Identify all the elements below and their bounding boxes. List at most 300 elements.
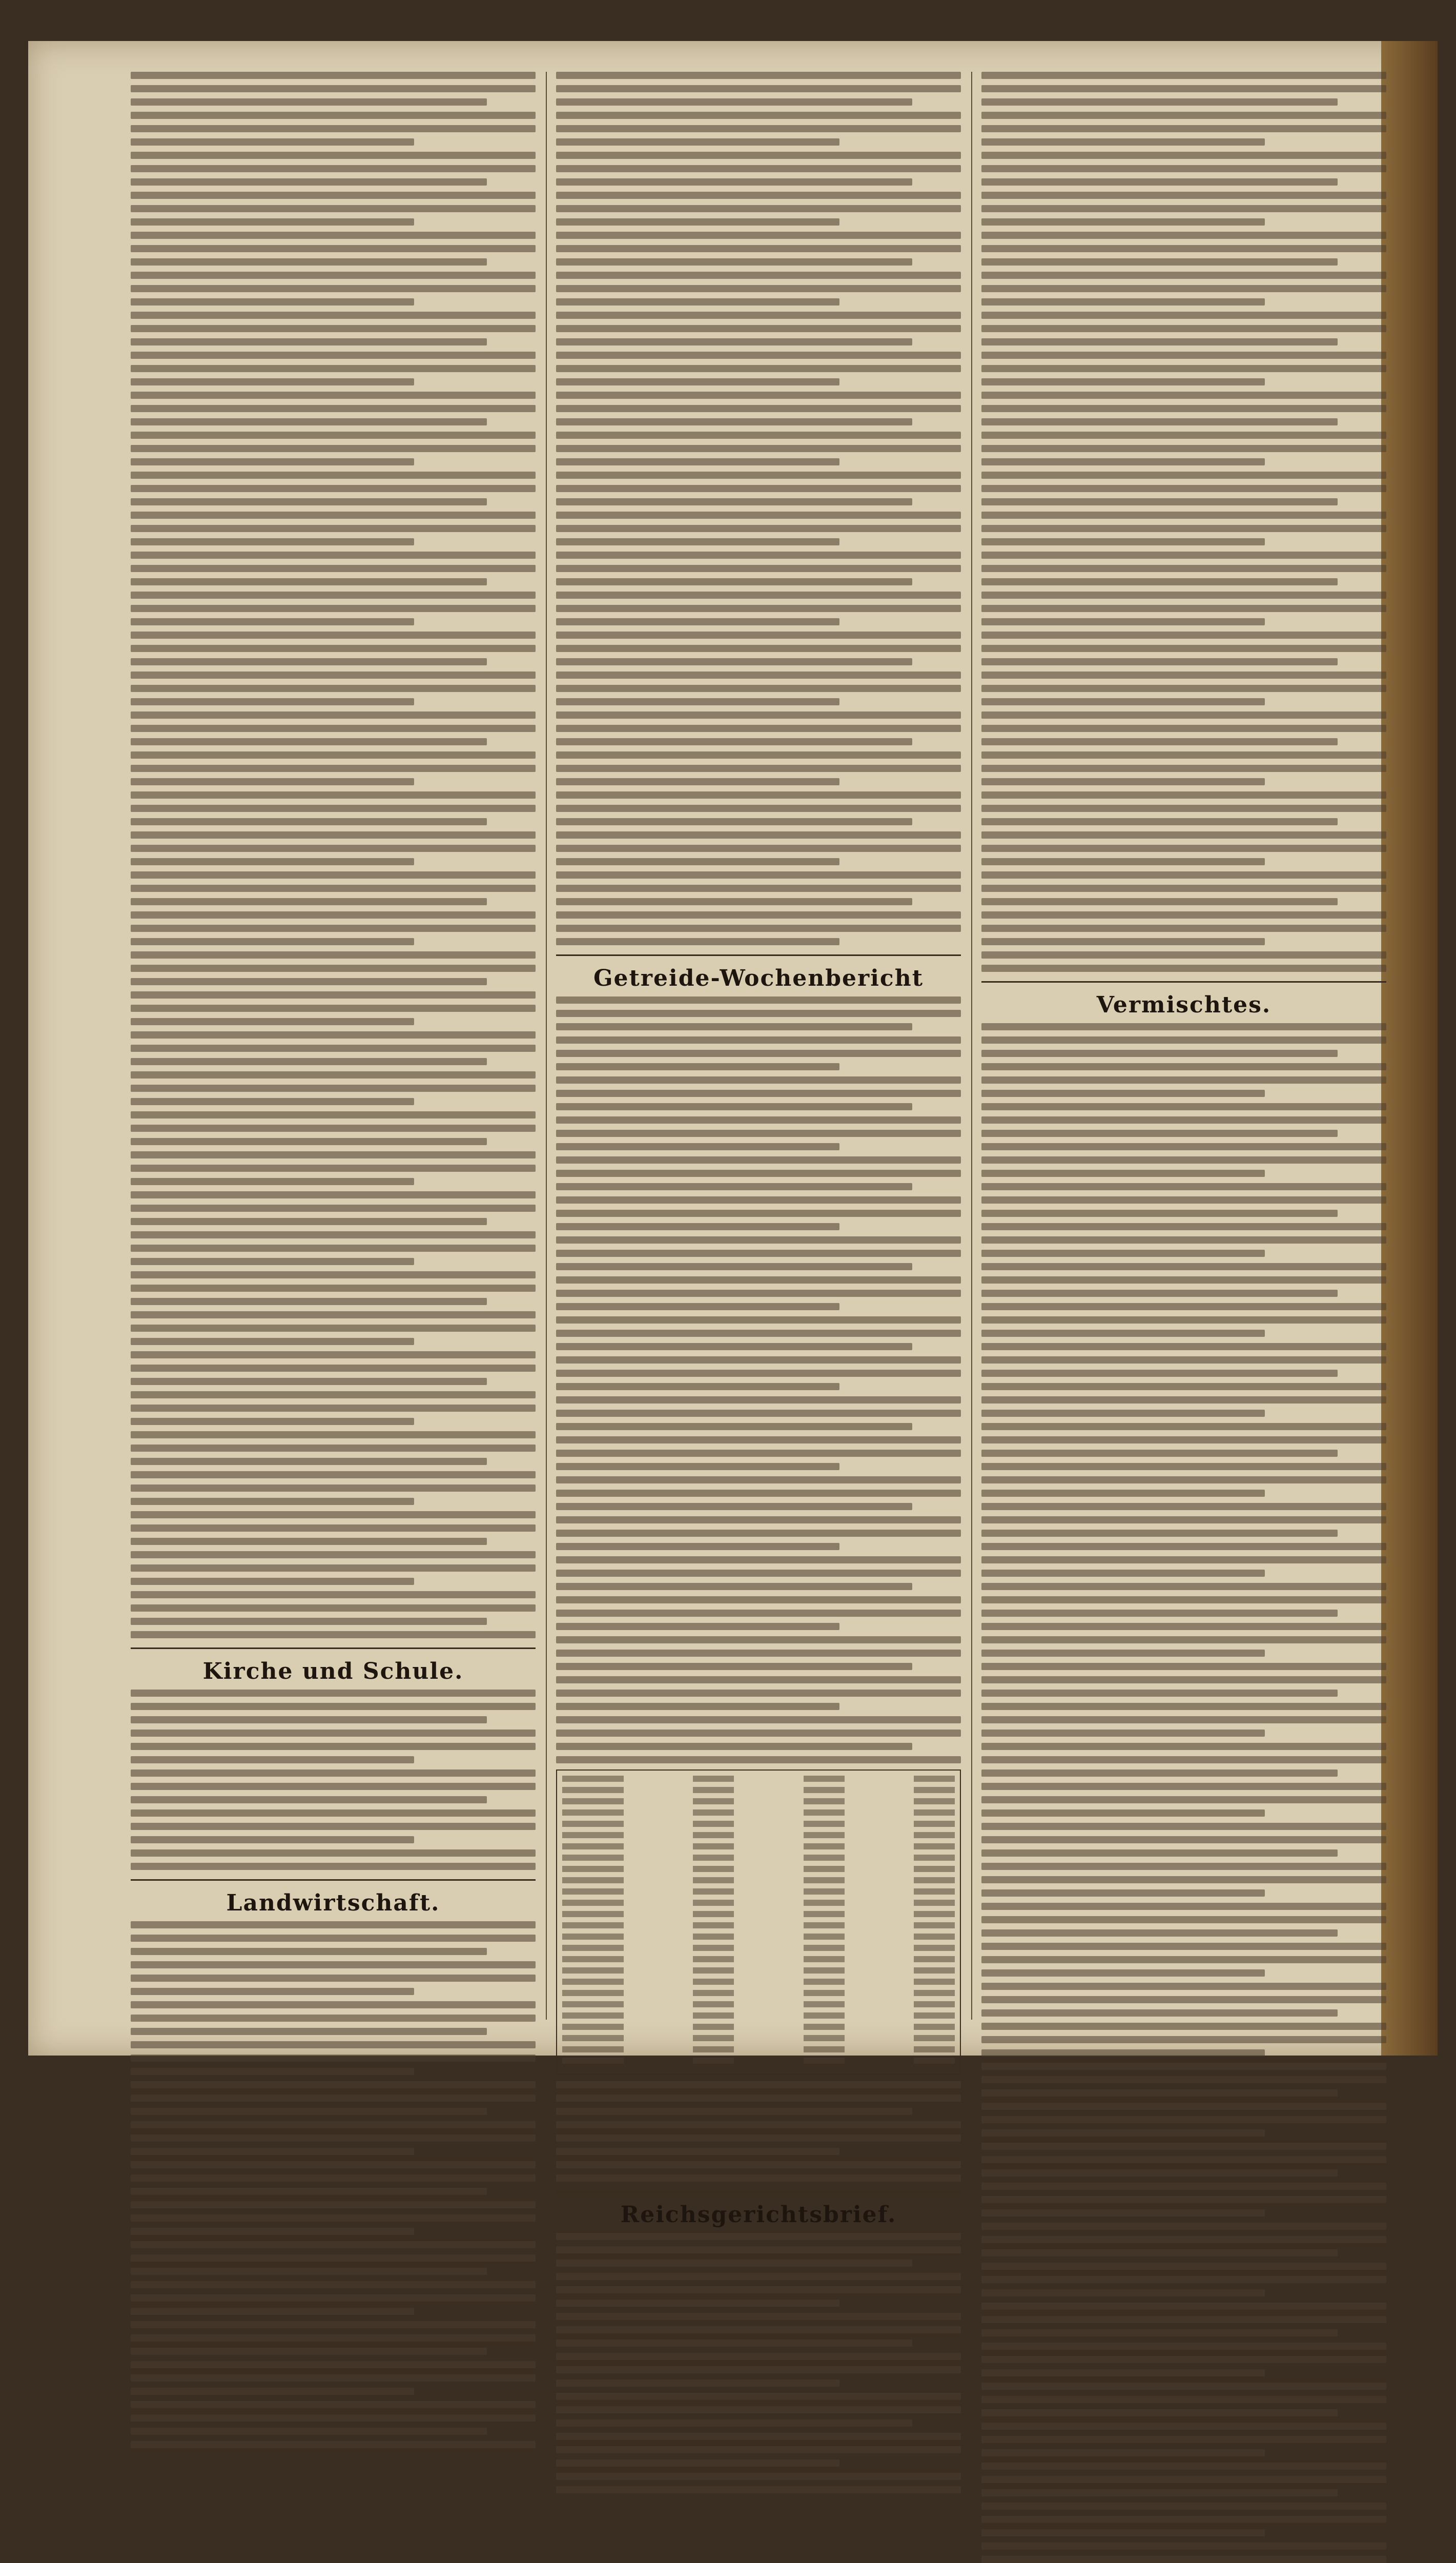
text-line <box>131 725 536 732</box>
text-line <box>556 72 961 79</box>
text-line <box>981 1103 1386 1110</box>
text-line <box>131 711 536 719</box>
text-line <box>981 2556 1386 2563</box>
text-line <box>981 338 1338 345</box>
text-line <box>981 1663 1386 1670</box>
text-line <box>131 1988 414 1995</box>
text-line <box>131 1218 487 1225</box>
text-line <box>131 1823 536 1830</box>
section-heading: Vermischtes. <box>1096 992 1272 1018</box>
text-line <box>981 178 1338 186</box>
newspaper-page <box>28 41 1438 2228</box>
text-line <box>131 392 536 399</box>
text-line <box>131 858 414 865</box>
text-line <box>981 538 1265 545</box>
text-line <box>556 2286 961 2293</box>
text-line <box>981 2476 1386 2483</box>
text-line <box>131 1604 536 1612</box>
text-line <box>131 685 536 692</box>
text-line <box>131 432 536 439</box>
text-line <box>981 1769 1338 1777</box>
text-line <box>131 2348 487 2355</box>
text-line <box>131 458 414 465</box>
text-line <box>981 1916 1386 1923</box>
text-line <box>556 672 961 679</box>
text-line <box>131 2201 536 2208</box>
text-line <box>556 2121 961 2128</box>
text-line <box>556 1050 961 1057</box>
text-line <box>556 1396 961 1403</box>
text-line <box>556 1556 961 1563</box>
text-line <box>131 778 414 785</box>
text-line <box>131 1756 414 1763</box>
text-line <box>131 978 487 985</box>
text-line <box>981 1316 1386 1324</box>
text-line <box>981 298 1265 306</box>
text-line <box>981 418 1338 425</box>
text-line <box>131 2308 414 2315</box>
text-line <box>556 1250 961 1257</box>
text-line <box>981 1476 1386 1483</box>
text-line <box>556 1570 961 1577</box>
text-line <box>981 2343 1386 2350</box>
text-line <box>556 472 961 479</box>
text-line <box>981 365 1386 372</box>
text-line <box>131 1165 536 1172</box>
text-line <box>981 1650 1265 1657</box>
text-line <box>556 911 961 919</box>
text-line <box>556 325 961 332</box>
text-line <box>556 405 961 412</box>
text-line <box>981 1210 1338 1217</box>
text-line <box>131 1564 536 1572</box>
text-line <box>131 1551 536 1558</box>
section-heading: Reichsgerichtsbrief. <box>620 2202 897 2228</box>
text-line <box>131 1524 536 1532</box>
text-line <box>556 1223 839 1230</box>
text-line <box>556 885 961 892</box>
text-line <box>556 245 961 252</box>
text-line <box>556 2326 961 2333</box>
text-line <box>981 1330 1265 1337</box>
text-line <box>556 2340 912 2347</box>
text-line <box>981 738 1338 745</box>
section-divider <box>131 1879 536 1881</box>
text-line <box>981 1863 1386 1870</box>
column-rule <box>971 72 972 2020</box>
text-line <box>131 258 487 266</box>
text-line <box>556 1303 839 1310</box>
text-line <box>556 1103 912 1110</box>
text-line <box>131 1205 536 1212</box>
text-line <box>556 392 961 399</box>
text-line <box>981 965 1386 972</box>
text-line <box>981 2383 1386 2390</box>
text-line <box>981 2263 1386 2270</box>
text-line <box>981 1690 1338 1697</box>
text-line <box>131 1471 536 1478</box>
text-line <box>131 2361 536 2368</box>
text-line <box>131 1071 536 1079</box>
text-line <box>981 725 1386 732</box>
text-line <box>556 338 912 345</box>
column-2 <box>556 72 961 2228</box>
text-line <box>981 885 1386 892</box>
text-line <box>131 1948 487 1955</box>
text-line <box>556 738 912 745</box>
text-line <box>556 565 961 572</box>
text-line <box>981 1183 1386 1190</box>
text-line <box>131 285 536 292</box>
text-line <box>981 2023 1386 2030</box>
text-line <box>981 432 1386 439</box>
text-line <box>981 458 1265 465</box>
text-line <box>131 98 487 106</box>
text-line <box>556 538 839 545</box>
text-line <box>131 2321 536 2328</box>
text-line <box>981 2036 1386 2043</box>
text-line <box>981 632 1386 639</box>
text-line <box>556 192 961 199</box>
text-line <box>131 672 536 679</box>
text-line <box>131 1796 487 1803</box>
text-line <box>131 1730 536 1737</box>
text-line <box>131 2094 536 2102</box>
text-line <box>556 152 961 159</box>
text-line <box>556 2233 961 2240</box>
text-line <box>981 312 1386 319</box>
text-line <box>981 445 1386 452</box>
text-line <box>556 458 839 465</box>
text-line <box>131 2214 536 2222</box>
text-line <box>131 2428 487 2435</box>
text-line <box>981 605 1386 612</box>
text-line <box>981 1370 1338 1377</box>
text-line <box>981 1263 1386 1270</box>
text-line <box>981 552 1386 559</box>
text-line <box>556 418 912 425</box>
text-line <box>131 1085 536 1092</box>
text-line <box>556 2486 961 2493</box>
text-line <box>131 1809 536 1817</box>
text-line <box>131 632 536 639</box>
section-heading: Getreide-Wochenbericht <box>593 965 924 991</box>
text-line <box>556 578 912 585</box>
text-line <box>556 685 961 692</box>
text-line <box>981 805 1386 812</box>
text-line <box>981 205 1386 212</box>
text-line <box>981 1516 1386 1523</box>
text-line <box>981 1063 1386 1070</box>
text-line <box>981 1876 1386 1883</box>
text-line <box>981 871 1386 879</box>
text-line <box>556 445 961 452</box>
text-line <box>556 1276 961 1284</box>
text-line <box>981 2303 1386 2310</box>
text-line <box>981 1436 1386 1443</box>
text-line <box>131 485 536 492</box>
text-line <box>131 1690 536 1697</box>
text-line <box>981 818 1338 825</box>
text-line <box>981 1969 1265 1977</box>
text-line <box>556 1530 961 1537</box>
text-line <box>556 1636 961 1643</box>
text-line <box>981 2423 1386 2430</box>
text-line <box>981 658 1338 665</box>
text-line <box>981 2223 1386 2230</box>
text-line <box>556 1596 961 1603</box>
text-line <box>131 2081 536 2088</box>
text-line <box>981 2156 1386 2163</box>
text-line <box>131 925 536 932</box>
text-line <box>131 1783 536 1790</box>
text-line <box>981 272 1386 279</box>
text-line <box>556 2379 839 2387</box>
text-line <box>131 365 536 372</box>
text-line <box>981 951 1386 959</box>
text-line <box>981 2542 1386 2550</box>
text-line <box>981 1356 1386 1364</box>
text-line <box>556 365 961 372</box>
text-line <box>131 2161 536 2168</box>
text-line <box>981 1623 1386 1630</box>
text-line <box>556 1410 961 1417</box>
text-line <box>131 1285 536 1292</box>
text-line <box>981 472 1386 479</box>
text-line <box>556 725 961 732</box>
text-line <box>131 1431 536 1438</box>
text-line <box>131 1271 536 1278</box>
text-line <box>131 2055 536 2062</box>
text-line <box>556 1423 912 1430</box>
text-line <box>131 312 536 319</box>
text-line <box>131 325 536 332</box>
text-line <box>981 1236 1386 1244</box>
text-line <box>556 1716 961 1723</box>
section-divider <box>556 2191 961 2192</box>
text-line <box>556 232 961 239</box>
text-line <box>556 1730 961 1737</box>
text-line <box>131 1578 414 1585</box>
text-line <box>131 1338 414 1345</box>
text-line <box>981 1610 1338 1617</box>
text-line <box>556 1676 961 1683</box>
text-line <box>556 298 839 306</box>
section-divider <box>556 954 961 956</box>
text-line <box>556 2313 961 2320</box>
text-line <box>556 871 961 879</box>
text-line <box>556 1290 961 1297</box>
text-line <box>131 791 536 799</box>
text-line <box>981 1050 1338 1057</box>
text-line <box>981 1303 1386 1310</box>
text-line <box>981 1983 1386 1990</box>
text-line <box>556 1703 839 1710</box>
text-line <box>556 805 961 812</box>
text-line <box>556 2406 961 2413</box>
text-line <box>981 258 1338 266</box>
text-line <box>556 618 839 625</box>
text-line <box>556 831 961 839</box>
text-line <box>131 1498 414 1505</box>
text-line <box>556 898 912 905</box>
text-line <box>131 445 536 452</box>
book-binding <box>1381 41 1438 2056</box>
text-line <box>131 1365 536 1372</box>
text-line <box>131 232 536 239</box>
text-line <box>131 1418 414 1425</box>
text-line <box>131 1975 536 1982</box>
text-line <box>556 938 839 945</box>
text-line <box>556 632 961 639</box>
text-line <box>131 272 536 279</box>
text-line <box>981 1809 1265 1817</box>
text-line <box>981 2276 1386 2283</box>
text-line <box>981 1903 1386 1910</box>
text-line <box>556 138 839 146</box>
text-line <box>131 338 487 345</box>
text-line <box>981 2329 1338 2336</box>
text-line <box>981 1276 1386 1284</box>
text-line <box>981 1250 1265 1257</box>
text-line <box>556 1583 912 1590</box>
text-line <box>981 1196 1386 1204</box>
text-line <box>556 1143 839 1150</box>
text-line <box>981 498 1338 505</box>
text-line <box>131 472 536 479</box>
text-line <box>556 1210 961 1217</box>
text-line <box>131 1445 536 1452</box>
text-line <box>981 2236 1386 2243</box>
text-line <box>981 2396 1386 2403</box>
text-line <box>131 1961 536 1968</box>
text-line <box>556 512 961 519</box>
text-line <box>981 1730 1265 1737</box>
text-line <box>981 911 1386 919</box>
text-line <box>556 525 961 532</box>
text-line <box>981 2129 1265 2137</box>
text-line <box>131 525 536 532</box>
text-line <box>131 845 536 852</box>
text-line <box>556 2134 961 2142</box>
text-line <box>131 512 536 519</box>
text-line <box>981 938 1265 945</box>
text-line <box>981 1543 1386 1550</box>
text-line <box>981 1703 1386 1710</box>
text-line <box>131 965 536 972</box>
text-line <box>981 751 1386 759</box>
text-line <box>981 1490 1265 1497</box>
text-line <box>981 1783 1386 1790</box>
text-line <box>981 512 1386 519</box>
text-line <box>981 778 1265 785</box>
text-line <box>556 1183 912 1190</box>
text-line <box>131 2188 487 2195</box>
text-line <box>556 791 961 799</box>
text-line <box>556 112 961 119</box>
text-line <box>131 1921 536 1928</box>
text-line <box>981 578 1338 585</box>
text-line <box>981 1596 1386 1603</box>
text-line <box>556 845 961 852</box>
text-line <box>981 1929 1338 1937</box>
text-line <box>556 258 912 266</box>
text-line <box>981 1090 1265 1097</box>
text-line <box>981 2196 1386 2203</box>
text-line <box>981 525 1386 532</box>
text-line <box>131 1863 536 1870</box>
text-line <box>981 285 1386 292</box>
text-line <box>131 1935 536 1942</box>
text-line <box>981 138 1265 146</box>
text-line <box>131 818 487 825</box>
text-line <box>981 1343 1386 1350</box>
text-line <box>981 2489 1338 2496</box>
text-line <box>556 1743 912 1750</box>
text-line <box>981 2183 1386 2190</box>
text-line <box>981 2516 1386 2523</box>
text-line <box>981 192 1386 199</box>
text-line <box>981 2436 1386 2443</box>
text-line <box>981 1583 1386 1590</box>
text-line <box>131 805 536 812</box>
text-line <box>981 1036 1386 1044</box>
text-line <box>556 1263 912 1270</box>
text-line <box>981 1156 1386 1164</box>
text-line <box>556 2300 839 2307</box>
text-line <box>131 1836 414 1843</box>
text-line <box>556 378 839 385</box>
text-line <box>556 592 961 599</box>
text-line <box>131 2015 536 2022</box>
text-line <box>131 2241 536 2248</box>
text-line <box>556 1450 961 1457</box>
text-line <box>131 2001 536 2008</box>
text-line <box>556 1503 912 1510</box>
text-line <box>981 1889 1265 1897</box>
text-line <box>556 1516 961 1523</box>
text-line <box>131 1111 536 1118</box>
text-line <box>556 1356 961 1364</box>
text-line <box>981 2289 1265 2296</box>
text-line <box>131 605 536 612</box>
text-line <box>981 2369 1265 2376</box>
text-line <box>981 685 1386 692</box>
text-line <box>131 2281 536 2288</box>
text-line <box>556 765 961 772</box>
text-line <box>981 1849 1338 1857</box>
text-line <box>556 2459 839 2467</box>
section-divider <box>981 981 1386 983</box>
text-line <box>131 1245 536 1252</box>
text-line <box>131 578 487 585</box>
text-line <box>131 1018 414 1025</box>
text-line <box>981 1503 1386 1510</box>
text-line <box>131 1151 536 1158</box>
text-line <box>131 1138 487 1145</box>
text-line <box>981 2249 1338 2256</box>
text-line <box>131 831 536 839</box>
text-line <box>981 98 1338 106</box>
text-line <box>556 605 961 612</box>
text-line <box>556 2094 961 2102</box>
text-line <box>131 2334 536 2342</box>
text-line <box>556 125 961 132</box>
text-line <box>981 2409 1338 2416</box>
text-line <box>981 378 1265 385</box>
text-line <box>131 2401 536 2408</box>
text-line <box>556 312 961 319</box>
